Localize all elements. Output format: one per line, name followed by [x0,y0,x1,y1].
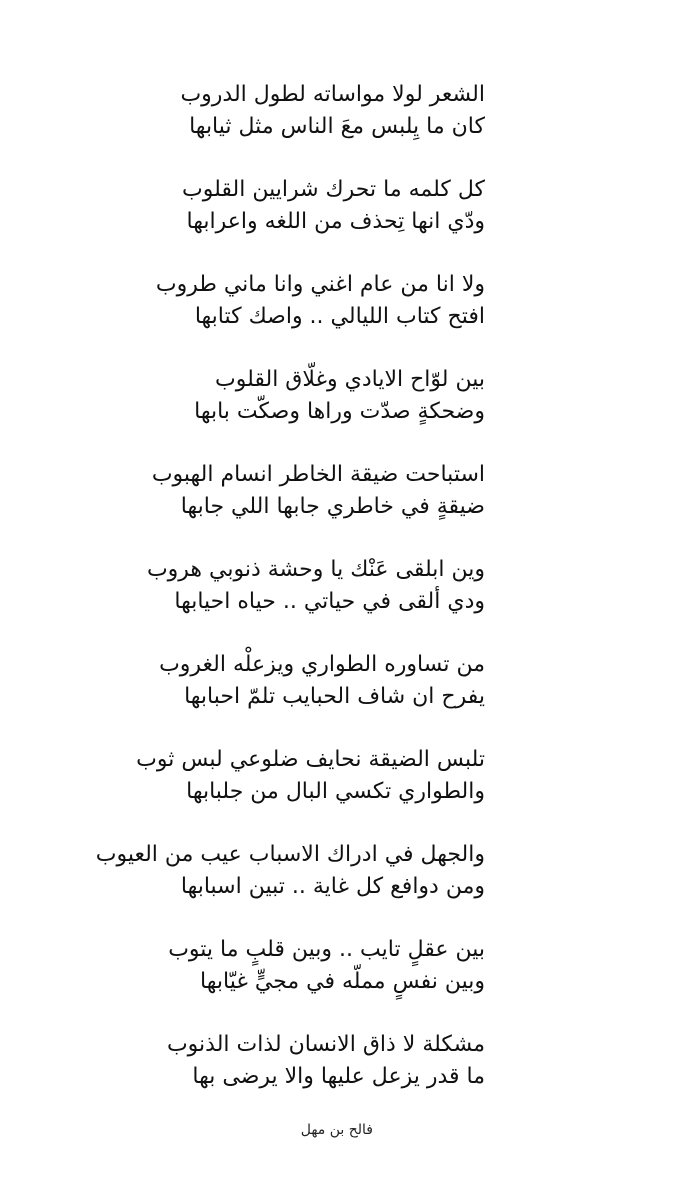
verse-line: ومن دوافع كل غاية .. تبين اسبابها [180,874,485,899]
stanza [0,79,675,174]
verse-line: استباحت ضيقة الخاطر انسام الهبوب [151,462,485,487]
verse-line: الشعر لولا مواساته لطول الدروب [180,82,485,107]
stanza [0,934,675,1029]
verse-line: يفرح ان شاف الحبايب تلمّ احبابها [184,684,485,709]
verse-line: ضيقةٍ في خاطري جابها اللي جابها [180,494,485,519]
verse-line: وين ابلقى عَنْك يا وحشة ذنوبي هروب [146,557,485,582]
verse-line: كان ما يِلبس معَ الناس مثل ثيابها [189,114,485,139]
stanza [0,459,675,554]
stanza [0,554,675,649]
verse-line: وضحكةٍ صدّت وراها وصكّت بابها [194,399,485,424]
verse-line: ودي ألقى في حياتي .. حياه احيابها [174,589,485,614]
verse-line: والجهل في ادراك الاسباب عيب من العيوب [95,842,485,867]
stanza [0,1029,675,1124]
stanza [0,364,675,459]
stanza [0,174,675,269]
stanza [0,744,675,839]
verse-line: والطواري تكسي البال من جلبابها [186,779,485,804]
verse-line: من تساوره الطواري ويزعلْه الغروب [159,652,485,677]
verse-line: كل كلمه ما تحرك شرايين القلوب [182,177,485,202]
verse-line: تلبس الضيقة نحايف ضلوعي لبس ثوب [136,747,485,772]
stanza [0,269,675,364]
verse-line: افتح كتاب الليالي .. واصك كتابها [194,304,485,329]
stanza [0,649,675,744]
verse-line: بين عقلٍ تايب .. وبين قلبٍ ما يتوب [168,937,485,962]
stanza [0,839,675,934]
verse-line: بين لوّاح الايادي وغلّاق القلوب [215,367,485,392]
verse-line: ودّي انها تِحذف من اللغه واعرابها [186,209,485,234]
verse-line: وبين نفسٍ مملّه في مجيٍّ غيّابها [200,969,485,994]
verse-line: ما قدر يزعل عليها والا يرضى بها [192,1064,485,1089]
poem [0,79,675,1124]
author-signature: فالح بن مهل [300,1122,373,1138]
verse-line: مشكلة لا ذاق الانسان لذات الذنوب [166,1032,485,1057]
verse-line: ولا انا من عام اغني وانا ماني طروب [155,272,485,297]
